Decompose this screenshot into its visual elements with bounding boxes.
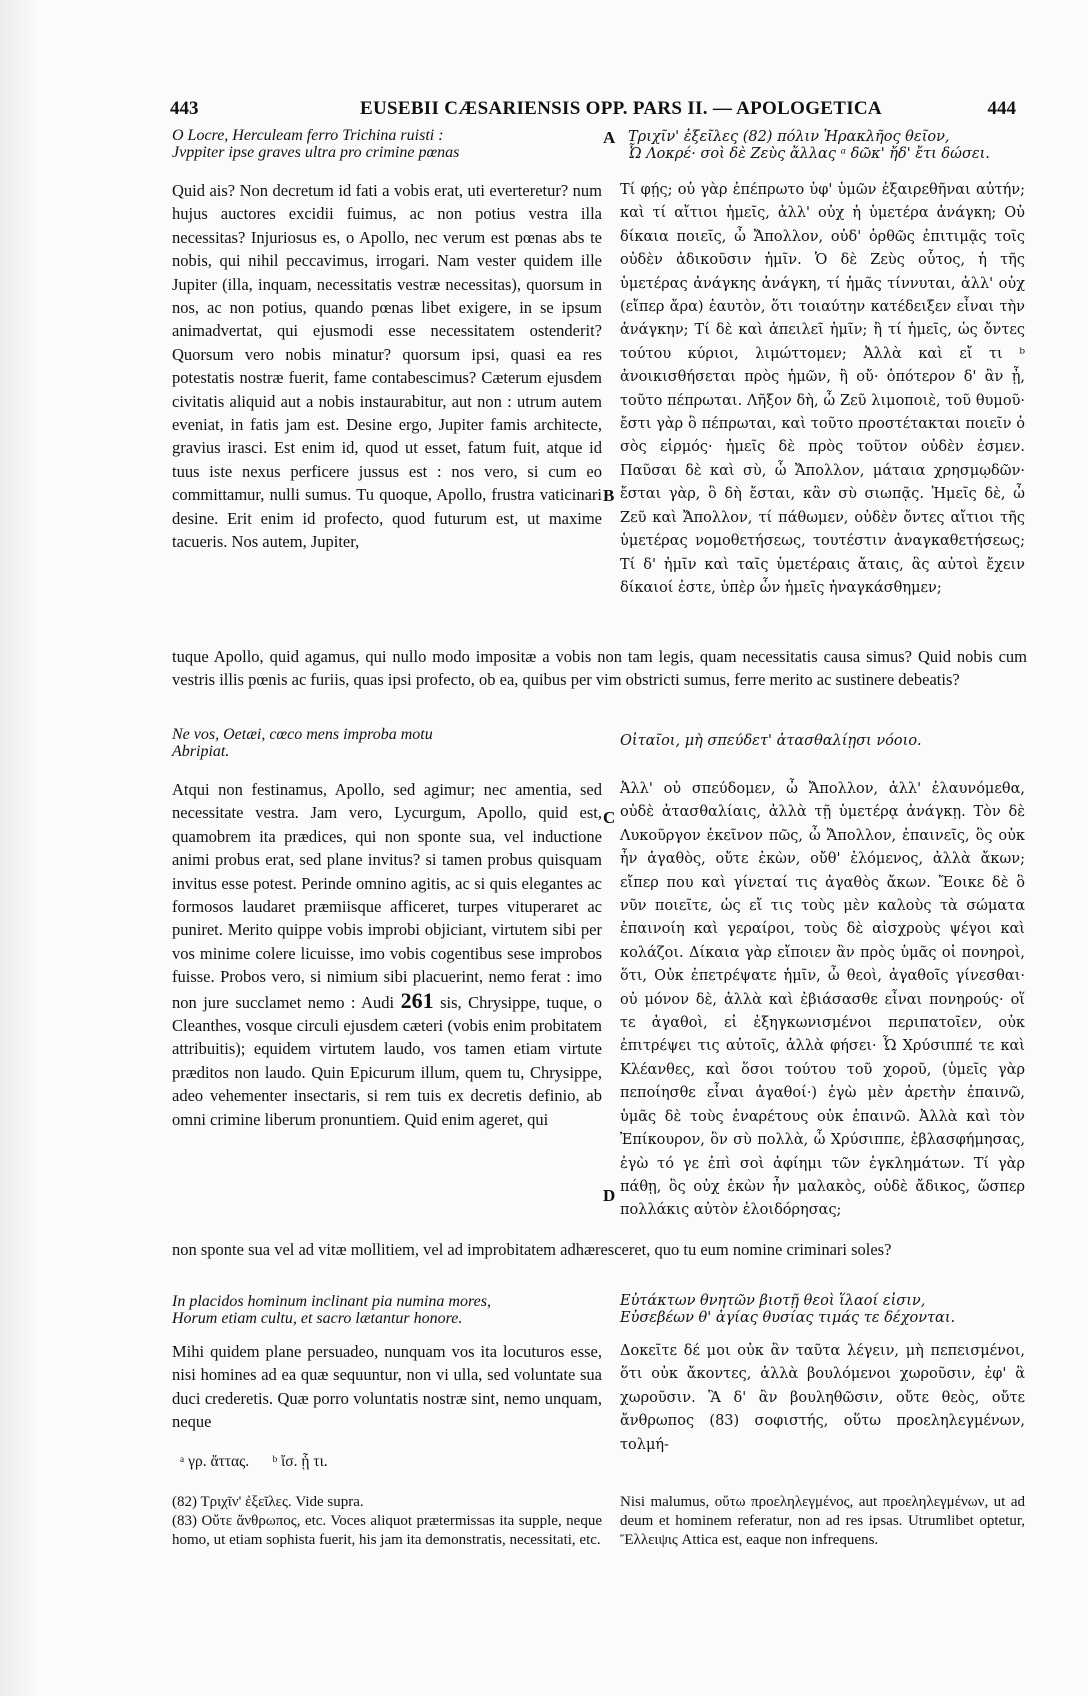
editorial-notes-left — [172, 1493, 602, 1550]
verse-line: Abripiat. — [172, 743, 230, 760]
apparatus-note-b: ᵇ ἴσ. ᾗ τι. — [272, 1453, 328, 1470]
latin-paragraph-1: Quid ais? Non decretum id fati a vobis erat, uti everteretur? num hujus auctores excidii fuimus, ac non potius vestra illa necessitas? Injuriosus es, o Apollo, nec verum est pœnas abs te nobis, qui nihil peccavimus, irrogari. Nam vester quidem ille Jupiter (illa, inquam, necessitatis vestræ necessitas), quorsum in nos, ac non potius, quando pœnas libet exigere, in se ipsum animadvertat, qui ejusmodi esse necessitatem ostenderit? Quorsum vero nobis minatur? quorsum ipsi, quasi ea res potestatis nostræ fuerit, fame contabescimus? Cæterum ejusdem civitatis aliquid aut a nobis instaurabitur, aut non : utrum autem eveniat, in fatis jam est. Desine ergo, Jupiter famis architecte, gravius irasci. Est enim id, quod ut esset, fatum fuit, atque id tuus iste nexus perficere jussus est : nos vero, si cum eo committamur, nulli sumus. Tu quoque, Apollo, frustra vaticinari desine. Erit enim id profecto, quod futurum est, ut maxime tacueris. Nos autem, Jupiter, — [172, 181, 602, 552]
margin-mark-d: D — [603, 1186, 616, 1205]
latin-verse-2 — [172, 726, 602, 760]
apparatus-note-a: ᵃ γρ. ἄττας. — [180, 1453, 250, 1470]
scan-edge-shadow — [0, 0, 40, 1696]
note-83: (83) Οὔτε ἄνθρωπος, etc. Voces aliquot prætermissas ita supple, neque homo, ut etiam sophista fuerit, his jam ita demonstratis, necessitati, etc. — [172, 1513, 602, 1548]
greek-verse-3 — [620, 1293, 1025, 1327]
verse-line: Jvppiter ipse graves ultra pro crimine pœnas — [172, 144, 460, 161]
running-header — [0, 98, 1088, 124]
margin-mark-c: C — [603, 808, 616, 827]
latin-text: Atqui non festinamus, Apollo, sed agimur; nec amentia, sed necessitate vestra. Jam vero, Lycurgum, Apollo, quid est, quamobrem ita prædices, qui non sponte sua, vel inductione animi probus erat, sed plane invitus? si tamen probus quisquam invitus esse potest. Perinde omnino agitis, ac si quis elegantes ac formosos laudaret præmiisque afficeret, turpes vituperaret ac puniret. Merito quippe vobis improbi objiciant, virtutem sibi per vos minime colere licuisse, imo vobis cogentibus sese improbos fuisse. Probos vero, si nimium sibi placuerint, nemo ferat : imo non jure succlamet nemo : — [172, 780, 602, 1012]
verse-line: O Locre, Herculeam ferro Trichina ruisti : — [172, 127, 444, 144]
running-title: EUSEBII CÆSARIENSIS OPP. PARS II. — APOLOGETICA — [360, 98, 882, 119]
latin-text: Audi — [361, 992, 395, 1012]
note-82: (82) Τριχῖν' ἐξεῖλες. Vide supra. — [172, 1494, 364, 1510]
latin-paragraph-2-continuation: non sponte sua vel ad vitæ mollitiem, vel ad improbitatem adhæresceret, quo tu eum nomine criminari soles? — [172, 1240, 892, 1259]
verse-line: Ὦ Λοκρέ· σοὶ δὲ Ζεὺς ἄλλας ᵃ δῶκ' ἤδ' ἔτι δώσει. — [628, 146, 990, 162]
greek-verse-1 — [628, 129, 1028, 163]
margin-mark-b: B — [603, 486, 615, 505]
margin-mark-a: A — [603, 128, 616, 147]
latin-paragraph-1-continuation: tuque Apollo, quid agamus, qui nullo modo impositæ a vobis non tam legis, quam necessitatis causa simus? Quid nobis cum vestris illis pœnis ac furiis, quas ipsi profecto, ob ea, quibus per vim obstricti sumus, ferre merito ac sustinere debeatis? — [172, 647, 1027, 690]
greek-paragraph-3: Δοκεῖτε δέ μοι οὐκ ἂν ταῦτα λέγειν, μὴ πεπεισμένοι, ὅτι οὐκ ἄκοντες, ἀλλὰ βουλόμενοι χωροῦσιν, ἐφ' ἃ χωροῦσιν. Ἃ δ' ἂν βουληθῶσιν, οὔτε θεὸς, οὔτε ἄνθρωπος (83) σοφιστής, οὕτω προεληλεγμένων, τολμή- — [620, 1343, 1025, 1453]
latin-text: sis, Chrysippe, tuque, o Cleanthes, vosque circuli ejusdem cæteri (vobis enim probitatem attribuitis); equidem virtutem laudo, vos tamen etiam virtute præditos non laudo. Quin Epicurum illum, quem tu, Chrysippe, adeo vehementer insectaris, si rem tuis ex decretis definio, ab omni crimine liberum pronuntiem. Quid enim ageret, qui — [172, 992, 603, 1129]
editorial-notes-right: Nisi malumus, οὕτω προεληλεγμένος, aut προεληλεγμένων, ut ad deum et hominem referatur, non ad res ipsas. Utrumlibet optetur, Ἔλλειψις Attica est, eaque non infrequens. — [620, 1494, 1025, 1548]
latin-paragraph-2 — [172, 778, 602, 1234]
verse-line: Οἰταῖοι, μὴ σπεύδετ' ἀτασθαλίῃσι νόοιο. — [620, 733, 922, 749]
page-number-right: 444 — [987, 98, 1016, 119]
latin-verse-3 — [172, 1293, 602, 1327]
greek-paragraph-2: Ἀλλ' οὐ σπεύδομεν, ὦ Ἄπολλον, ἀλλ' ἐλαυνόμεθα, οὐδὲ ἀτασθαλίαις, ἀλλὰ τῇ ὑμετέρᾳ ἀνάγκῃ. Τὸν δὲ Λυκοῦργον ἐκεῖνον πῶς, ὦ Ἄπολλον, ἐπαινεῖς, ὃς οὐκ ἦν ἀγαθὸς, οὔτε ἑκὼν, οὔθ' ἑλόμενος, ἀλλὰ ἄκων; εἴπερ που καὶ γίνεταί τις ἀγαθὸς ἄκων. Ἔοικε δὲ ὃ νῦν ποιεῖτε, ὡς εἴ τις τοὺς μὲν καλοὺς τὰ σώματα ἐπαινοίη καὶ γεραίροι, τοὺς δὲ αἰσχροὺς ψέγοι καὶ κολάζοι. Δίκαια γὰρ εἴποιεν ἂν πρὸς ὑμᾶς οἱ πονηροὶ, ὅτι, Οὐκ ἐπετρέψατε ἡμῖν, ὦ θεοὶ, ἀγαθοῖς γίνεσθαι· οὐ μόνον δὲ, ἀλλὰ καὶ ἐβιάσασθε εἶναι πονηρούς· οἵ τε ἀγαθοὶ, εἰ ἐξηγκωνισμένοι περιπατοῖεν, οὐκ ἐπιτρέψει τις αὐτοῖς, ἀλλὰ φήσει· Ὦ Χρύσιππέ τε καὶ Κλέανθες, καὶ ὅσοι τούτου τοῦ χοροῦ, (ὑμεῖς γὰρ πεποίησθε εἶναι ἀγαθοί·) ἐγὼ μὲν ἀρετὴν ἐπαινῶ, ὑμᾶς δὲ τοὺς ἐναρέτους οὐκ ἐπαινῶ. Ἀλλὰ καὶ τὸν Ἐπίκουρον, ὃν σὺ πολλὰ, ὦ Χρύσιππε, ἐβλασφήμησας, ἐγὼ τό γε ἐπὶ σοὶ ἀφίημι τῶν ἐγκλημάτων. Τί γὰρ πάθῃ, ὃς οὐχ ἑκὼν ἦν μαλακὸς, οὐδὲ ἄδικος, ὥσπερ πολλάκις αὐτὸν ἐλοιδόρησας; — [620, 781, 1025, 1219]
greek-paragraph-1: Τί φῄς; οὐ γὰρ ἐπέπρωτο ὑφ' ὑμῶν ἐξαιρεθῆναι αὐτήν; καὶ τί αἴτιοι ἡμεῖς, ἀλλ' οὐχ ἡ ὑμετέρα ἀνάγκη; Οὐ δίκαια ποιεῖς, ὦ Ἄπολλον, οὐδ' ὀρθῶς ἐπιτιμᾷς τοῖς οὐδὲν ἀδικοῦσιν ἡμῖν. Ὁ δὲ Ζεὺς οὗτος, ἡ τῆς ὑμετέρας ἀνάγκης ἀνάγκη, τί ἡμᾶς τίννυται, ἀλλ' οὐχ (εἴπερ ἄρα) ἑαυτὸν, ὅτι τοιαύτην κατέδειξεν εἶναι τὴν ἀνάγκην; Τί δὲ καὶ ἀπειλεῖ ἡμῖν; ἢ τί ἡμεῖς, ὡς ὄντες τούτου κύριοι, λιμώττομεν; Ἀλλὰ καὶ εἴ τι ᵇ ἀνοικισθήσεται πρὸς ἡμῶν, ἢ οὔ· ὁπότερον δ' ἂν ᾖ, τοῦτο πέπρωται. Λῆξον δὴ, ὦ Ζεῦ λιμοποιὲ, τοῦ θυμοῦ· ἔστι γὰρ ὃ πέπρωται, καὶ τοῦτο προστέτακται ποιεῖν ὁ σὸς εἱρμός· ἡμεῖς δὲ πρὸς τοῦτον οὐδὲν ἐσμεν. Παῦσαι δὲ καὶ σὺ, ὦ Ἄπολλον, μάταια χρησμῳδῶν· ἔσται γὰρ, ὃ δὴ ἔσται, κἂν σὺ σιωπᾷς. Ἡμεῖς δὲ, ὦ Ζεῦ καὶ Ἄπολλον, τί πάθωμεν, οὐδὲν ὄντες αἴτιοι τῆς ὑμετέρας νομοθετήσεως, τουτέστιν ἀναγκαθετήσεως; Τί δ' ἡμῖν καὶ ταῖς ὑμετέραις ἄταις, ἃς αὐτοὶ ἔχειν δίκαιοί ἐστε, ὑπὲρ ὧν ἡμεῖς ἠναγκάσθημεν; — [620, 182, 1025, 596]
greek-verse-2 — [620, 733, 1025, 750]
verse-line: Horum etiam cultu, et sacro lætantur honore. — [172, 1310, 463, 1327]
verse-line: Εὐτάκτων θνητῶν βιοτῇ θεοὶ ἵλαοί εἰσιν, — [620, 1293, 926, 1309]
verse-line: In placidos hominum inclinant pia numina mores, — [172, 1293, 491, 1310]
verse-line: Τριχῖν' ἐξεῖλες (82) πόλιν Ἡρακλῆος θεῖον, — [628, 129, 950, 145]
greek-apparatus — [180, 1453, 580, 1471]
verse-line: Εὐσεβέων θ' ἁγίας θυσίας τιμάς τε δέχονται. — [620, 1310, 956, 1326]
edition-page-number: 261 — [400, 987, 434, 1013]
verse-line: Ne vos, Oetæi, cœco mens improba motu — [172, 726, 433, 743]
latin-verse-1 — [172, 127, 602, 161]
latin-paragraph-3: Mihi quidem plane persuadeo, nunquam vos ita locuturos esse, nisi homines ad ea quæ sequuntur, non vi ulla, sed voluntate sua duci crederetis. Quæ porro voluntatis nostræ sint, nemo unquam, neque — [172, 1342, 602, 1432]
page-number-left: 443 — [170, 98, 199, 119]
